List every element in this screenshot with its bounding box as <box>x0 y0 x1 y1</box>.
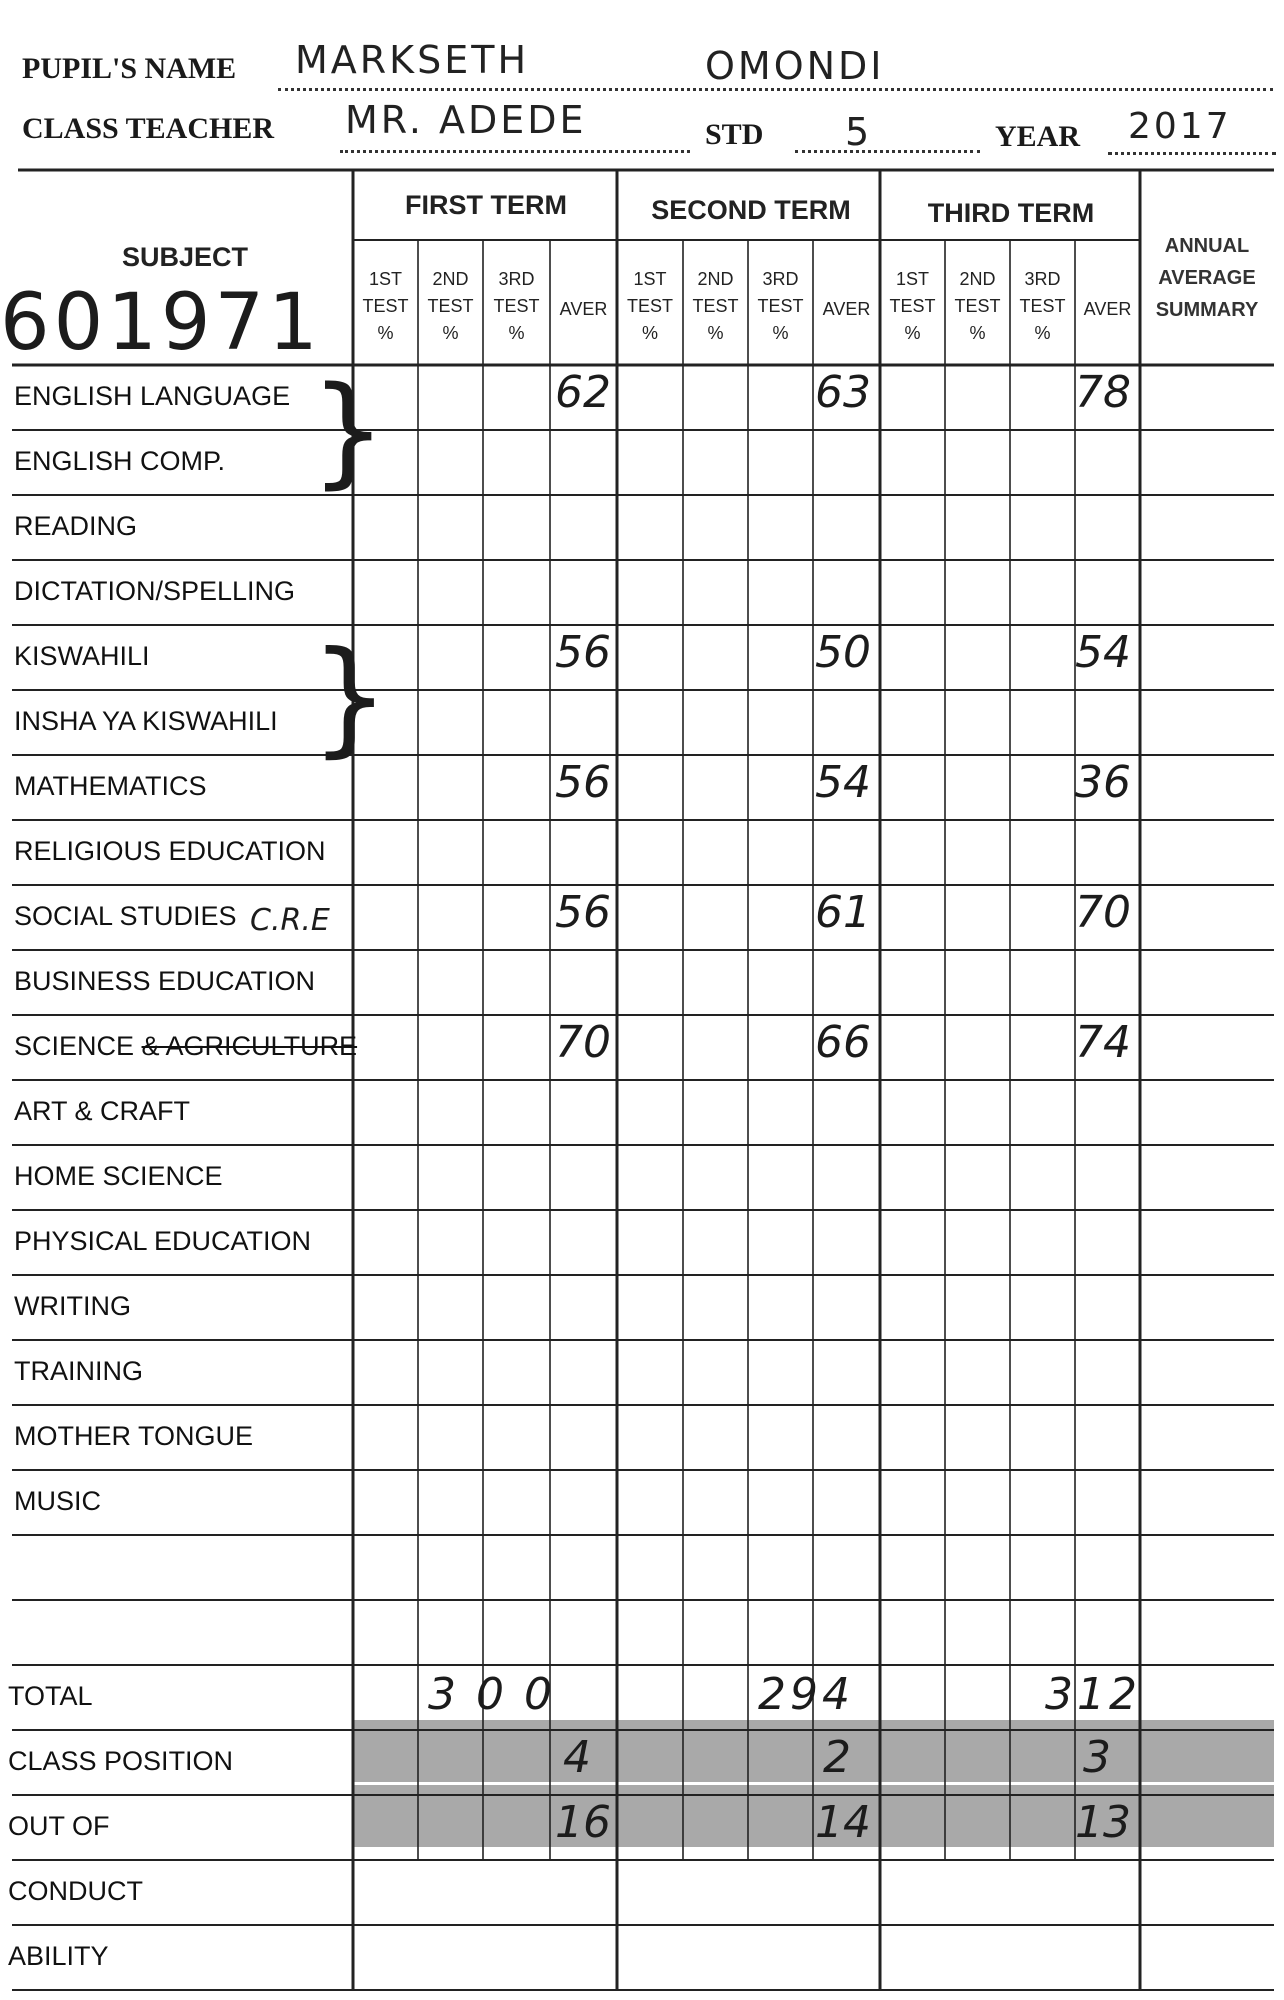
subject-label: HOME SCIENCE <box>14 1161 223 1191</box>
subject-label: PHYSICAL EDUCATION <box>14 1226 312 1256</box>
subject-label: CONDUCT <box>8 1876 143 1906</box>
first-term-header: FIRST TERM <box>405 190 567 220</box>
sub-header-cell: 1ST TEST % <box>362 269 409 343</box>
sub-header-cell: AVER <box>559 299 608 319</box>
class-position-mark: 2 <box>823 1732 851 1783</box>
mark-science: 74 <box>1075 1017 1131 1068</box>
subject-label: WRITING <box>14 1291 131 1321</box>
social-studies-cre-note: C.R.E <box>250 903 330 938</box>
sub-header-cell: AVER <box>822 299 871 319</box>
sub-header-cell: 3RD TEST % <box>493 269 540 343</box>
mark-science: 66 <box>815 1017 871 1068</box>
subject-label: TOTAL <box>8 1681 93 1711</box>
class-position-mark: 3 <box>1083 1732 1111 1783</box>
sub-header-cell: 1ST TEST % <box>889 269 936 343</box>
mark-mathematics: 54 <box>815 757 871 808</box>
third-term-header: THIRD TERM <box>927 198 1095 228</box>
mark-mathematics: 56 <box>555 757 611 808</box>
mark-mathematics: 36 <box>1075 757 1131 808</box>
total-mark: 300 <box>428 1669 572 1720</box>
subject-label: READING <box>14 511 138 541</box>
subject-label: MUSIC <box>14 1486 101 1516</box>
sub-header-cell: 2ND TEST % <box>954 269 1001 343</box>
mark-social_studies: 56 <box>555 887 611 938</box>
std-value: 5 <box>845 110 873 154</box>
subject-label: TRAINING <box>14 1356 144 1386</box>
subject-label: KISWAHILI <box>14 641 150 671</box>
out-of-mark: 16 <box>555 1797 611 1848</box>
std-label: STD <box>705 118 764 151</box>
mark-kiswahili: 54 <box>1075 627 1131 678</box>
subject-label: MOTHER TONGUE <box>14 1421 254 1451</box>
total-mark: 294 <box>758 1669 854 1720</box>
sub-header-cell: 2ND TEST % <box>427 269 474 343</box>
subject-label: OUT OF <box>8 1811 110 1841</box>
handwritten-bracket: } <box>310 362 387 501</box>
subject-header: SUBJECT <box>121 242 249 272</box>
subject-label: MATHEMATICS <box>14 771 207 801</box>
pupil-name-label: PUPIL'S NAME <box>22 52 237 85</box>
sub-header-cell: 3RD TEST % <box>757 269 804 343</box>
subject-label: RELIGIOUS EDUCATION <box>14 836 326 866</box>
mark-english: 63 <box>815 367 871 418</box>
mark-kiswahili: 56 <box>555 627 611 678</box>
pupil-first-name: MARKSETH <box>295 38 530 82</box>
year-value: 2017 <box>1128 106 1232 147</box>
subject-label: ART & CRAFT <box>14 1096 191 1126</box>
pupil-last-name: OMONDI <box>705 44 885 88</box>
class-teacher-name: MR. ADEDE <box>345 98 587 142</box>
sub-header-cell: 2ND TEST % <box>692 269 739 343</box>
total-mark: 312 <box>1045 1669 1141 1720</box>
subject-label: DICTATION/SPELLING <box>14 576 296 606</box>
subject-label: CLASS POSITION <box>8 1746 234 1776</box>
handwritten-bracket: } <box>310 625 390 770</box>
mark-kiswahili: 50 <box>815 627 871 678</box>
mark-social_studies: 70 <box>1075 887 1131 938</box>
subject-label: ENGLISH COMP. <box>14 446 226 476</box>
mark-science: 70 <box>555 1017 611 1068</box>
class-position-mark: 4 <box>563 1732 591 1783</box>
mark-english: 62 <box>555 367 611 418</box>
sub-header-cell: AVER <box>1083 299 1132 319</box>
mark-social_studies: 61 <box>815 887 871 938</box>
mark-english: 78 <box>1075 367 1131 418</box>
year-label: YEAR <box>995 120 1081 153</box>
subject-label: SOCIAL STUDIES <box>14 901 237 931</box>
subject-label: ABILITY <box>8 1941 109 1971</box>
sub-header-cell: 1ST TEST % <box>626 269 673 343</box>
annual-average-summary-header: ANNUAL AVERAGE SUMMARY <box>1155 235 1259 321</box>
sub-header-cell: 3RD TEST % <box>1019 269 1066 343</box>
out-of-mark: 14 <box>815 1797 871 1848</box>
second-term-header: SECOND TERM <box>651 195 851 225</box>
margin-note-number: 601971 <box>0 278 322 368</box>
out-of-mark: 13 <box>1075 1797 1131 1848</box>
class-teacher-label: CLASS TEACHER <box>22 112 275 145</box>
subject-label: SCIENCE & AGRICULTURE <box>14 1031 358 1061</box>
subject-label: ENGLISH LANGUAGE <box>14 381 291 411</box>
subject-label: BUSINESS EDUCATION <box>14 966 316 996</box>
subject-label: INSHA YA KISWAHILI <box>14 706 278 736</box>
